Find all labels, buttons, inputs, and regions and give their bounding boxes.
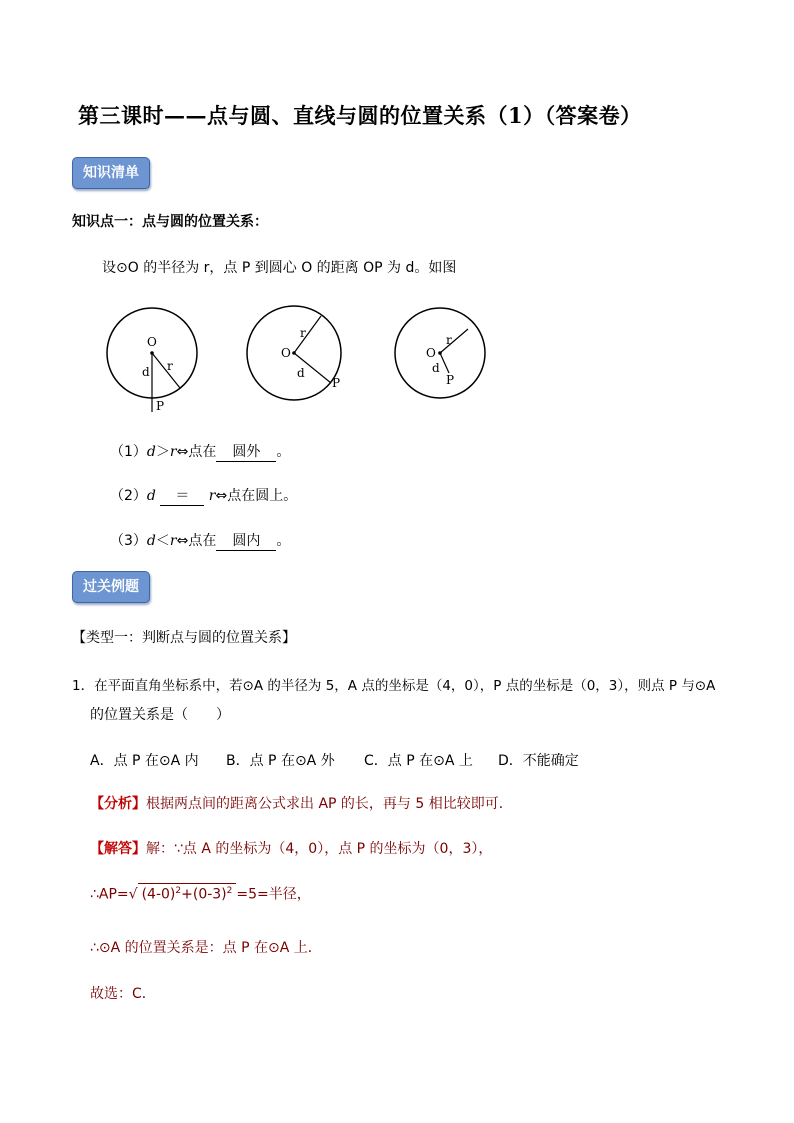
option-a: A．点 P 在⊙A 内 [90,753,199,769]
section-badge-examples: 过关例题 [72,571,150,603]
condition-2: （2）d ＝ r⇔点在圆上。 [110,485,297,506]
answer-choice: 故选：C． [90,986,156,1002]
blank-answer-3: 圆内 [216,530,276,551]
circle-figures [100,300,500,420]
fig2-label-p: P [332,376,341,390]
fig3-label-p: P [446,373,455,387]
answer-formula: ∴AP=√ $(4-0)^2+(0-3)^2 =5=$半径， [90,883,311,904]
fig1-label-d: d [142,365,150,379]
fig2-label-r: r [300,326,306,340]
fig3-label-r: r [446,333,452,347]
fig1-label-p: P [156,399,165,413]
sqrt-radicand: $(4-0)^2+(0-3)^2$ [138,883,237,903]
answer-tag: 【解答】 [90,841,146,857]
option-c: C．点 P 在⊙A 上 [364,753,473,769]
option-b: B．点 P 在⊙A 外 [226,753,335,769]
analysis: 【分析】根据两点间的距离公式求出 AP 的长，再与 5 相比较即可． [90,796,513,812]
answer-conclusion: ∴⊙A 的位置关系是：点 P 在⊙A 上． [90,940,322,956]
condition-1: （1）d＞r⇔点在 圆外 。 [110,441,290,462]
fig1-label-r: r [167,359,173,373]
type-heading: 【类型一：判断点与圆的位置关系】 [72,630,296,646]
page-title: 第三课时——点与圆、直线与圆的位置关系（1）（答案卷） [78,103,642,128]
knowledge-point-heading: 知识点一：点与圆的位置关系： [72,214,268,230]
section-badge-knowledge: 知识清单 [72,157,150,189]
fig2-label-d: d [297,366,305,380]
blank-answer-1: 圆外 [216,441,276,462]
question-line-1: 1．在平面直角坐标系中，若⊙A 的半径为 5，A 点的坐标是（4，0），P 点的坐标是（0，3），则点 P 与⊙A [72,678,716,694]
blank-answer-2: ＝ [160,485,204,506]
answer-intro: 【解答】解：∵点 A 的坐标为（4，0），点 P 的坐标为（0，3）， [90,841,493,857]
intro-text: 设⊙O 的半径为 r，点 P 到圆心 O 的距离 OP 为 d。如图 [102,260,457,276]
condition-3: （3）d＜r⇔点在 圆内 。 [110,530,290,551]
option-d: D．不能确定 [498,753,579,769]
analysis-tag: 【分析】 [90,796,146,812]
fig3-label-o: O [426,346,436,360]
question-line-2: 的位置关系是（ ） [90,707,230,723]
fig1-label-o: O [147,335,157,349]
fig3-label-d: d [432,361,440,375]
fig2-label-o: O [281,346,291,360]
